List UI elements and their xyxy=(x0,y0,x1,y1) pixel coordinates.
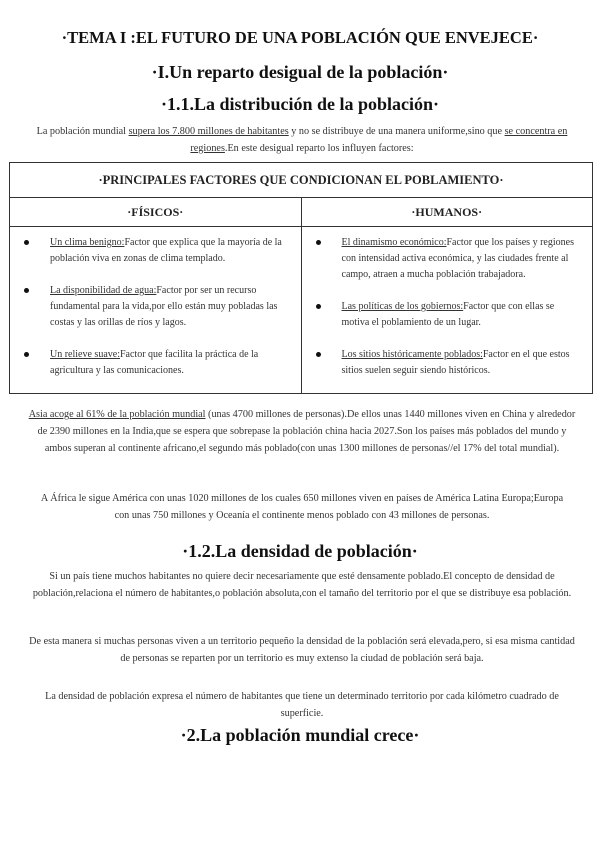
humanos-cell xyxy=(301,227,593,394)
fisicos-cell xyxy=(10,227,302,394)
factor-term: El dinamismo económico: xyxy=(341,237,447,248)
list-item xyxy=(314,347,583,379)
section-heading-1: ·I.Un reparto desigual de la población· xyxy=(151,62,449,82)
bullet-icon xyxy=(24,288,29,293)
bullet-icon xyxy=(316,240,321,245)
intro-text-2: y no se distribuye de una manera uniforme,sino que xyxy=(288,126,505,137)
intro-underline-2: se concentra en regiones xyxy=(190,126,568,154)
list-item xyxy=(22,235,291,267)
humanos-list xyxy=(314,235,583,379)
page-title: ·TEMA I :EL FUTURO DE UNA POBLACIÓN QUE ENVEJECE· xyxy=(61,28,539,47)
list-item xyxy=(314,235,583,283)
factor-text: Factor que con ellas se motiva el poblamiento de un lugar. xyxy=(341,301,555,328)
africa-paragraph: A África le sigue América con unas 1020 millones de los cuales 650 millones viven en países de América Latina Europa;Europa con unas 750 millones y Oceanía el continente menos poblado con 43 millones de personas. xyxy=(40,493,564,521)
asia-paragraph xyxy=(28,406,576,457)
bullet-icon xyxy=(316,352,321,357)
factor-text: Factor que explica que la mayoría de la población viva en zonas de clima templado. xyxy=(50,237,282,264)
section-heading-1-1: ·1.1.La distribución de la población· xyxy=(160,94,440,114)
intro-underline-1: supera los 7.800 millones de habitantes xyxy=(128,126,289,137)
factor-term: La disponibilidad de agua: xyxy=(50,285,157,296)
factor-term: Las políticas de los gobiernos: xyxy=(341,301,464,312)
bullet-icon xyxy=(24,240,29,245)
intro-text-3: .En este desigual reparto los influyen factores: xyxy=(224,143,414,154)
factor-term: Un clima benigno: xyxy=(50,237,125,248)
bullet-icon xyxy=(316,304,321,309)
list-item xyxy=(314,299,583,331)
factor-text: Factor que los países y regiones con intensidad activa económica, y las ciudades frente al campo, atraen a mucha población trabajadora. xyxy=(341,237,574,280)
intro-text-1: La población mundial xyxy=(36,126,129,137)
bullet-icon xyxy=(24,352,29,357)
density-paragraph-2: De esta manera si muchas personas viven a un territorio pequeño la densidad de la población será elevada,pero, si esa misma cantidad de personas se reparten por un territorio es muy extenso la ciudad de población será baja. xyxy=(29,636,575,664)
factors-table xyxy=(9,162,593,394)
column-header-fisicos: ·FÍSICOS· xyxy=(10,198,302,227)
factor-text: Factor por ser un recurso fundamental para la vida,por ello están muy pobladas las costas y las orillas de ríos y lagos. xyxy=(50,285,278,328)
section-heading-2: ·2.La población mundial crece· xyxy=(180,725,420,745)
list-item xyxy=(22,347,291,379)
density-paragraph-1: Si un país tiene muchos habitantes no quiere decir necesariamente que esté densamente poblado.El concepto de densidad de población,relaciona el número de habitantes,o población absoluta,con el tamaño del territorio por el que se distribuye esa población. xyxy=(32,571,572,599)
intro-paragraph xyxy=(28,123,576,157)
factor-text: Factor en el que estos sitios suelen seguir siendo históricos. xyxy=(341,349,570,376)
factor-term: Un relieve suave: xyxy=(50,349,120,360)
asia-underline: Asia acoge al 61% de la población mundial xyxy=(28,409,206,420)
column-header-humanos: ·HUMANOS· xyxy=(301,198,593,227)
list-item xyxy=(22,283,291,331)
section-heading-1-2: ·1.2.La densidad de población· xyxy=(182,541,418,561)
table-title: ·PRINCIPALES FACTORES QUE CONDICIONAN EL POBLAMIENTO· xyxy=(10,163,593,198)
fisicos-list xyxy=(22,235,291,379)
factor-text: Factor que facilita la práctica de la agricultura y las comunicaciones. xyxy=(50,349,259,376)
factor-term: Los sitios históricamente poblados: xyxy=(341,349,483,360)
density-paragraph-3: La densidad de población expresa el número de habitantes que tiene un determinado territorio por cada kilómetro cuadrado de superficie. xyxy=(45,691,559,719)
asia-text: (unas 4700 millones de personas).De ellos unas 1440 millones viven en China y alrededor de 2390 millones en la India,que se espera que sobrepase la población china hacia 2027.Son los países más poblados del mundo y ambos superan al continente africano,el segundo más poblado(con unas 1300 millones de personas//el 17% del total mundial). xyxy=(37,409,576,454)
